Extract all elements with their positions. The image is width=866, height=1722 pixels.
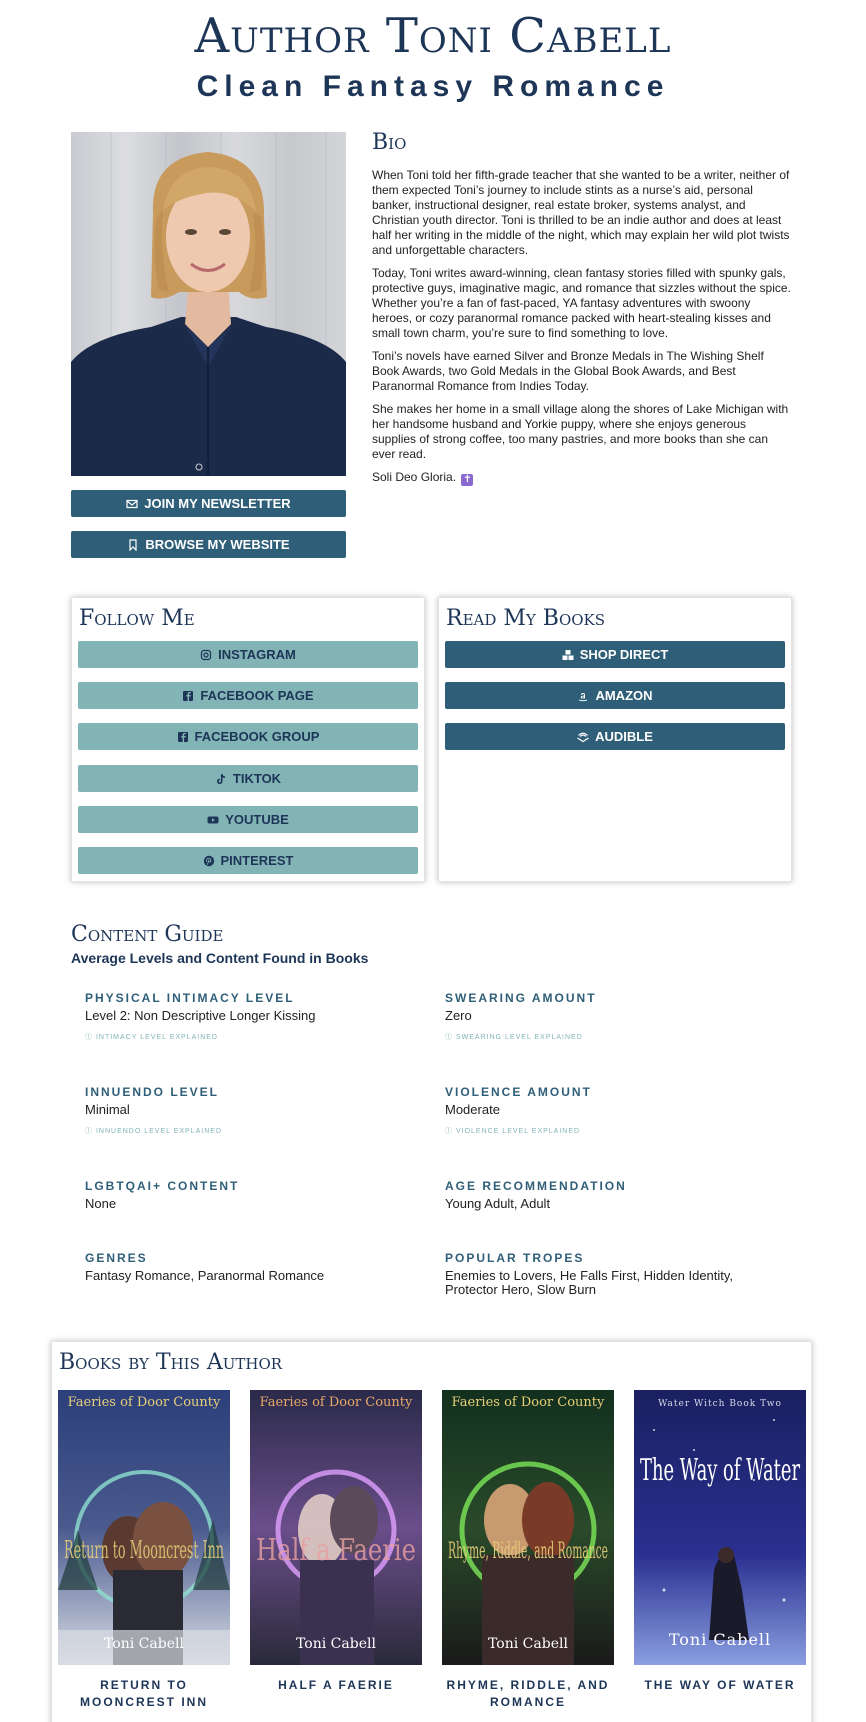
innuendo-level [85, 1085, 445, 1136]
content-guide-heading: Content Guide [71, 922, 224, 947]
cross-icon: ✝ [463, 474, 472, 485]
cg-link-label: INNUENDO LEVEL EXPLAINED [95, 1128, 223, 1135]
genres [85, 1251, 445, 1283]
bio-paragraph: Today, Toni writes award-winning, clean fantasy stories filled with spunky gals, protective guys, imaginative magic, and romance that sizzles without the spice. Whether you’re a fan of fast-paced, YA fantasy adventures with swoony heroes, or cozy paranormal romance packed with heart-stealing kisses and small town charm, you’re sure to find something to love. [372, 266, 791, 340]
instagram-button[interactable] [78, 641, 418, 668]
book-cover[interactable] [250, 1390, 422, 1665]
cg-value: Enemies to Lovers, He Falls First, Hidden Identity, Protector Hero, Slow Burn [445, 1268, 734, 1297]
audible-button[interactable] [445, 723, 785, 750]
cg-label: POPULAR TROPES [445, 1251, 585, 1265]
book-cover-title: Half a Faerie [256, 1533, 416, 1568]
innuendo-explained-link[interactable]: Ⓘ INNUENDO LEVEL EXPLAINED [85, 1128, 223, 1135]
intimacy-level [85, 991, 445, 1042]
violence-explained-link[interactable]: Ⓘ VIOLENCE LEVEL EXPLAINED [445, 1128, 581, 1135]
envelope-icon [126, 498, 138, 510]
book-author-text: Toni Cabell [104, 1636, 184, 1652]
tiktok-label: TIKTOK [232, 771, 282, 786]
author-title: Author Toni Cabell [194, 8, 672, 64]
cg-link-label: INTIMACY LEVEL EXPLAINED [95, 1034, 218, 1041]
bio-paragraph: Toni’s novels have earned Silver and Bronze Medals in The Wishing Shelf Book Awards, two Gold Medals in the Global Book Awards, and Best Paranormal Romance from Indies Today. [372, 349, 764, 393]
pinterest-button[interactable] [78, 847, 418, 874]
popular-tropes [445, 1251, 755, 1297]
bio-paragraph: When Toni told her fifth-grade teacher that she wanted to be a writer, neither of them expected Toni’s journey to include stints as a nurse’s aid, personal banker, instructional designer, real estate broker, systems analyst, and Christian youth director. Toni is thrilled to be an indie author and does at least half her writing in the middle of the night, which may explain her wild plot twists and unforgettable characters. [372, 168, 790, 257]
tiktok-icon [215, 773, 227, 785]
cg-value: Moderate [445, 1102, 500, 1117]
shop-direct-button[interactable] [445, 641, 785, 668]
cg-value: Young Adult, Adult [445, 1196, 551, 1211]
cg-link-label: VIOLENCE LEVEL EXPLAINED [455, 1128, 581, 1135]
book-cover-title: Rhyme, Riddle, and Romance [448, 1539, 608, 1564]
cg-label: AGE RECOMMENDATION [445, 1179, 627, 1193]
facebook-icon [182, 690, 194, 702]
newsletter-label: JOIN MY NEWSLETTER [144, 496, 291, 511]
youtube-label: YOUTUBE [225, 812, 289, 827]
book-series-text: Faeries of Door County [451, 1395, 605, 1410]
bio-paragraph: She makes her home in a small village along the shores of Lake Michigan with her handsome husband and Yorkie puppy, where she enjoys generous supplies of strong coffee, too many pastries, and more books than she can ever read. [372, 402, 789, 461]
facebook-icon [177, 731, 189, 743]
book-title-link[interactable]: RHYME, RIDDLE, AND ROMANCE [446, 1678, 610, 1709]
website-label: BROWSE MY WEBSITE [145, 537, 290, 552]
bookmark-icon [127, 539, 139, 551]
book-series-text: Water Witch Book Two [658, 1399, 782, 1409]
book-author-text: Toni Cabell [488, 1636, 568, 1652]
book-cover[interactable] [442, 1390, 614, 1665]
bio-body [372, 168, 792, 494]
lgbtqai-content [85, 1179, 445, 1211]
author-subtitle: Clean Fantasy Romance [196, 70, 670, 103]
cg-value: Fantasy Romance, Paranormal Romance [85, 1268, 325, 1283]
read-heading: Read My Books [446, 606, 606, 631]
book-cover[interactable] [58, 1390, 230, 1665]
violence-amount [445, 1085, 805, 1136]
facebook-page-label: FACEBOOK PAGE [200, 688, 314, 703]
cg-label: GENRES [85, 1251, 148, 1265]
cg-label: SWEARING AMOUNT [445, 991, 597, 1005]
cg-label: INNUENDO LEVEL [85, 1085, 220, 1099]
instagram-icon [200, 649, 212, 661]
book-title-link[interactable]: HALF A FAERIE [278, 1678, 394, 1692]
website-button[interactable] [71, 531, 346, 558]
book-series-text: Faeries of Door County [67, 1395, 221, 1410]
book-cover-title: The Way of Water [640, 1453, 801, 1488]
age-recommendation [445, 1179, 805, 1211]
book-cover-title: Return to Mooncrest Inn [64, 1536, 224, 1564]
book-author-text: Toni Cabell [296, 1636, 376, 1652]
swearing-amount [445, 991, 805, 1042]
follow-heading: Follow Me [79, 606, 195, 631]
tiktok-button[interactable] [78, 765, 418, 792]
youtube-icon [207, 814, 219, 826]
cg-value: None [85, 1196, 117, 1211]
youtube-button[interactable] [78, 806, 418, 833]
cg-value: Level 2: Non Descriptive Longer Kissing [85, 1008, 316, 1023]
bio-closing [372, 470, 792, 486]
facebook-group-button[interactable] [78, 723, 418, 750]
book-title-link[interactable]: THE WAY OF WATER [644, 1678, 796, 1692]
pinterest-label: PINTEREST [220, 853, 294, 868]
cg-link-label: SWEARING LEVEL EXPLAINED [455, 1034, 583, 1041]
amazon-icon [577, 690, 589, 702]
instagram-label: INSTAGRAM [218, 647, 296, 662]
swearing-explained-link[interactable]: Ⓘ SWEARING LEVEL EXPLAINED [445, 1034, 583, 1041]
amazon-button[interactable] [445, 682, 785, 709]
bio-closing-text: Soli Deo Gloria. [372, 470, 457, 484]
cg-label: VIOLENCE AMOUNT [445, 1085, 592, 1099]
facebook-page-button[interactable] [78, 682, 418, 709]
bio-heading: Bio [372, 130, 407, 155]
facebook-group-label: FACEBOOK GROUP [194, 729, 320, 744]
cg-value: Minimal [85, 1102, 130, 1117]
audible-label: AUDIBLE [595, 729, 653, 744]
newsletter-button[interactable] [71, 490, 346, 517]
amazon-label: AMAZON [595, 688, 653, 703]
cg-label: PHYSICAL INTIMACY LEVEL [85, 991, 295, 1005]
intimacy-explained-link[interactable]: Ⓘ INTIMACY LEVEL EXPLAINED [85, 1034, 218, 1041]
pinterest-icon [203, 855, 215, 867]
content-guide-subtitle: Average Levels and Content Found in Books [71, 950, 369, 966]
book-title-link[interactable]: RETURN TO MOONCREST INN [80, 1678, 208, 1709]
shop-direct-label: SHOP DIRECT [579, 647, 669, 662]
author-photo [71, 132, 346, 476]
books-heading: Books by This Author [59, 1350, 283, 1375]
book-cover[interactable] [634, 1390, 806, 1665]
book-series-text: Faeries of Door County [259, 1395, 413, 1410]
cg-label: LGBTQAI+ CONTENT [85, 1179, 240, 1193]
book-author-text: Toni Cabell [668, 1630, 772, 1649]
audible-icon [577, 731, 589, 743]
boxes-icon [562, 649, 574, 661]
cg-value: Zero [445, 1008, 472, 1023]
